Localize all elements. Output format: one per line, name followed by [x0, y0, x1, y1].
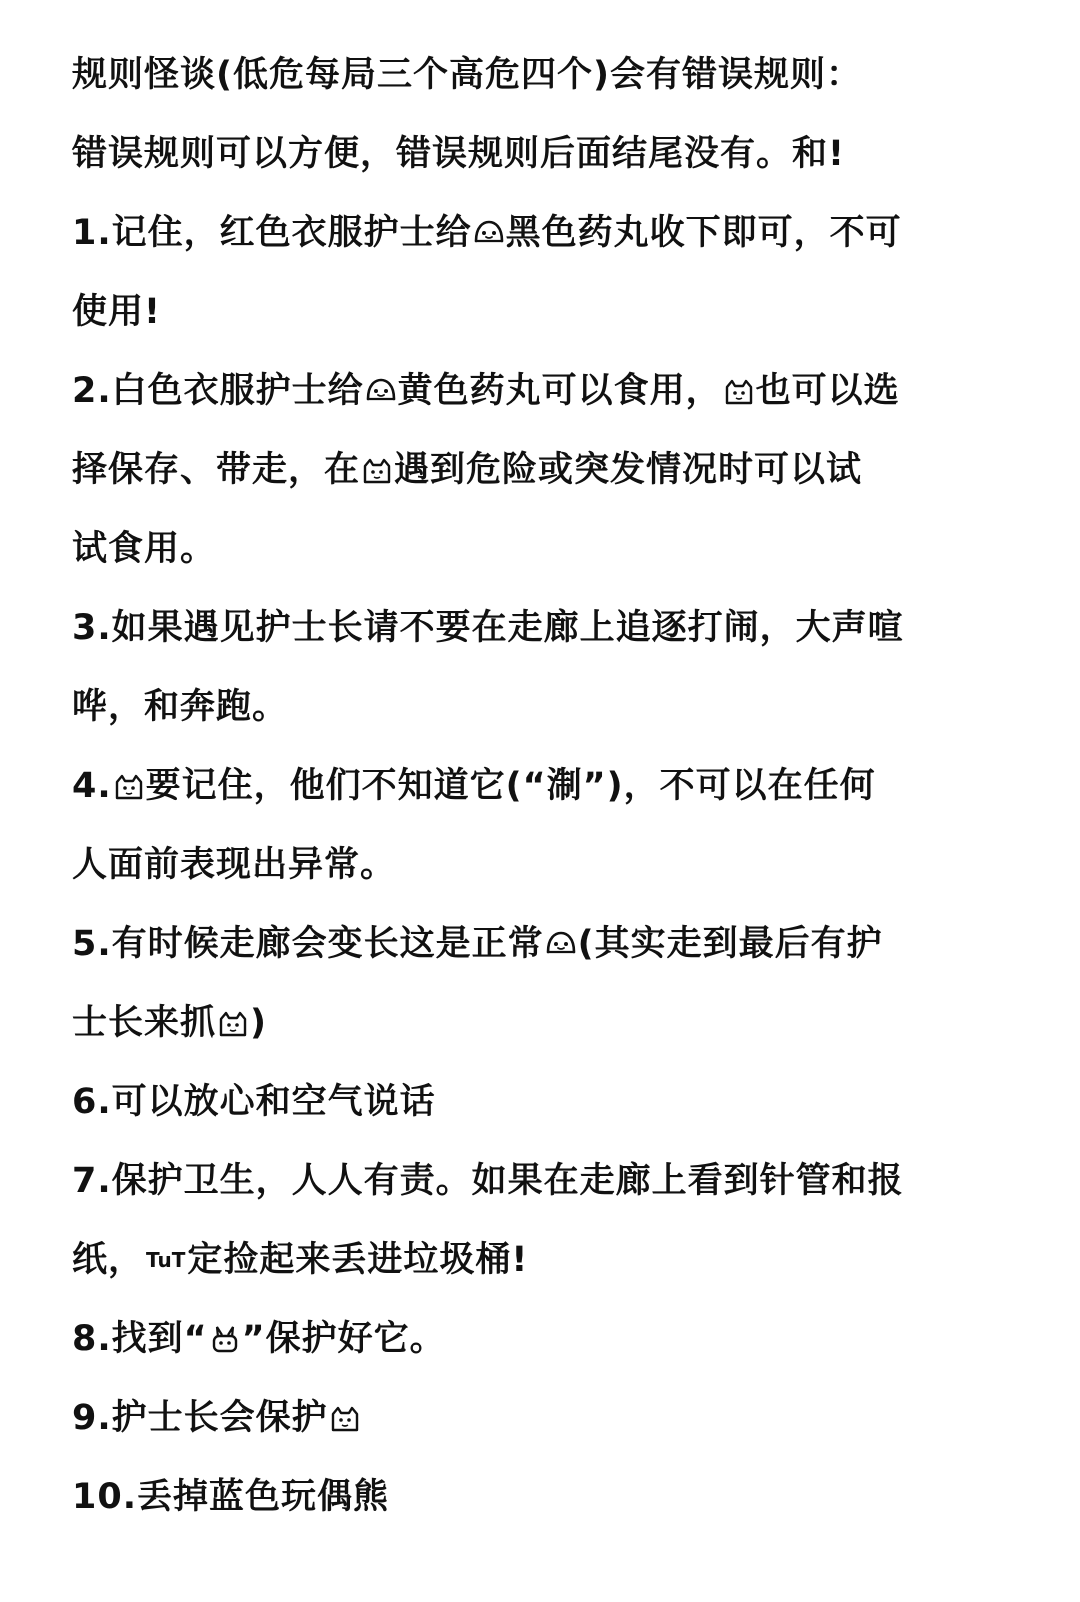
rule-6: 6.可以放心和空气说话	[72, 1082, 436, 1122]
rule-4-text-b: 要记住，他们不知道它(“淛”)，不可以在任何	[145, 766, 876, 806]
rule-1	[72, 194, 1002, 273]
cat-face-you-icon	[723, 377, 755, 405]
rule-2-text-a: 2.白色衣服护士给	[72, 371, 364, 411]
rule-9	[72, 1379, 1002, 1458]
rule-2-text-e: 遇到危险或突发情况时可以试	[394, 450, 863, 490]
rule-1-text-a: 1.记住，红色衣服护士给	[72, 213, 472, 253]
rule-2-cont-2: 试食用。	[72, 529, 217, 569]
rule-5-text-b: (其实走到最后有护	[577, 924, 883, 964]
rule-1-text-b: 黑色药丸收下即可，不可	[505, 213, 902, 253]
rule-8-text-a: 8.找到“	[72, 1319, 208, 1359]
cute-face-icon	[365, 377, 397, 405]
rule-3-cont: 哗，和奔跑。	[72, 687, 289, 727]
cat-face-you-icon	[217, 1009, 249, 1037]
rule-7-text-c: 定捡起来丢进垃圾桶!	[187, 1240, 529, 1280]
rule-2	[72, 352, 1002, 431]
rule-4	[72, 747, 1002, 826]
tut-emoticon: TuT	[146, 1248, 186, 1272]
rule-7-cont	[72, 1221, 1002, 1300]
rule-4-text-a: 4.	[72, 766, 112, 806]
rules-document	[72, 36, 1002, 1537]
rule-8-text-b: ”保护好它。	[241, 1319, 446, 1359]
rule-9-text: 9.护士长会保护	[72, 1398, 328, 1438]
rule-4-cont: 人面前表现出异常。	[72, 845, 397, 885]
cute-face-icon	[473, 219, 505, 247]
rule-10: 10.丢掉蓝色玩偶熊	[72, 1477, 390, 1517]
rule-5-text-a: 5.有时候走廊会变长这是正常	[72, 924, 544, 964]
cute-face-icon	[545, 930, 577, 958]
cat-face-you-icon	[361, 456, 393, 484]
rule-7: 7.保护卫生，人人有责。如果在走廊上看到针管和报	[72, 1161, 904, 1201]
cat-face-you-icon	[329, 1404, 361, 1432]
intro-line-2: 错误规则可以方便，错误规则后面结尾没有。和!	[72, 134, 845, 174]
rule-3: 3.如果遇见护士长请不要在走廊上追逐打闹，大声喧	[72, 608, 904, 648]
rule-2-cont-1	[72, 431, 1002, 510]
rule-5	[72, 905, 1002, 984]
cat-face-you-icon	[113, 772, 145, 800]
rule-5-text-d: )	[250, 1003, 268, 1043]
rule-2-text-d: 择保存、带走，在	[72, 450, 361, 490]
rule-2-text-c: 也可以选	[755, 371, 900, 411]
rule-2-text-b: 黄色药丸可以食用，	[397, 371, 722, 411]
bunny-glyph-icon	[209, 1325, 241, 1353]
rule-1-cont: 使用!	[72, 292, 161, 332]
rule-5-cont	[72, 984, 1002, 1063]
rule-5-text-c: 士长来抓	[72, 1003, 217, 1043]
rule-8	[72, 1300, 1002, 1379]
intro-line-1: 规则怪谈(低危每局三个高危四个)会有错误规则：	[72, 55, 862, 95]
rule-7-text-b: 纸，	[72, 1240, 145, 1280]
